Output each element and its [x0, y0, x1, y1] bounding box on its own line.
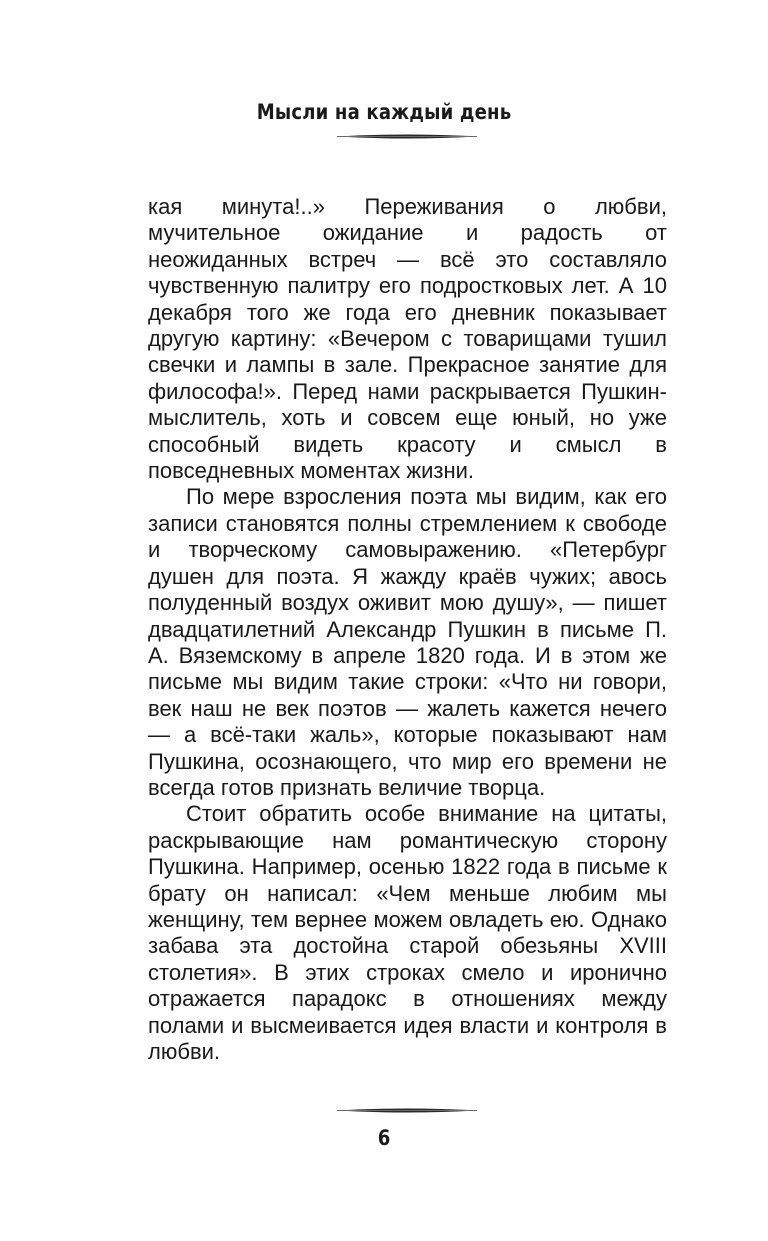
page-number: 6	[377, 1126, 391, 1150]
paragraph-2: По мере взросления поэта мы видим, как его записи становятся полны стремлением к свободе и творческому самовыражению. «Петербург душен для поэта. Я жажду краёв чужих; авось полуденный воздух оживит мою душу», — пишет двадцатилетний Александр Пушкин в письме П. А. Вяземскому в апреле 1820 года. И в этом же письме мы видим такие строки: «Что ни говори, век наш не век поэтов — жалеть кажется нечего — а всё-таки жаль», которые показывают нам Пушкина, осознающего, что мир его времени не всегда готов признать величие творца.	[148, 484, 667, 800]
body-text	[148, 194, 667, 1065]
footer-ornament-rule	[337, 1107, 477, 1114]
running-header-title: Мысли на каждый день	[256, 100, 512, 124]
paragraph-1: кая минута!..» Переживания о любви, мучительное ожидание и радость от неожиданных встреч — всё это составляло чувственную палитру его подростковых лет. А 10 декабря того же года его дневник показывает другую картину: «Вечером с товарищами тушил свечки и лампы в зале. Прекрасное занятие для философа!». Перед нами раскрывается Пушкин-мыслитель, хоть и совсем еще юный, но уже способный видеть красоту и смысл в повседневных моментах жизни.	[148, 194, 667, 484]
paragraph-3: Стоит обратить особе внимание на цитаты, раскрывающие нам романтическую сторону Пушкина. Например, осенью 1822 года в письме к брату он написал: «Чем меньше любим мы женщину, тем вернее можем овладеть ею. Однако забава эта достойна старой обезьяны XVIII столетия». В этих строках смело и иронично отражается парадокс в отношениях между полами и высмеивается идея власти и контроля в любви.	[148, 801, 667, 1064]
header-ornament-rule	[337, 133, 477, 140]
